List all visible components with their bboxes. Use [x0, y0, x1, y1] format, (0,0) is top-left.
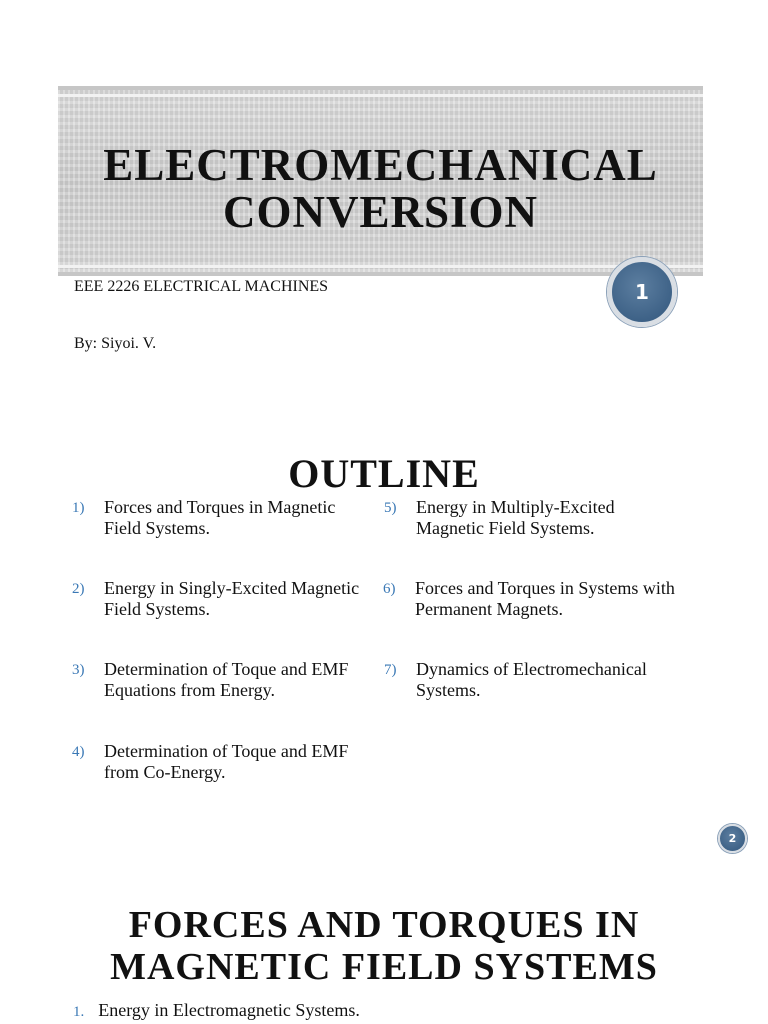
outline-item-text [415, 578, 715, 620]
outline-item-line: Field Systems. [104, 599, 211, 619]
outline-item-line: Determination of Toque and EMF [104, 659, 349, 679]
outline-item-number: 5) [384, 500, 397, 516]
author-byline: By: Siyoi. V. [74, 335, 157, 352]
outline-item-line: Equations from Energy. [104, 680, 275, 700]
presentation-title [58, 142, 703, 236]
outline-item-number: 6) [383, 581, 396, 597]
outline-item-text [104, 659, 384, 701]
outline-item-text [104, 741, 384, 783]
outline-item-line: Dynamics of Electromechanical [416, 659, 647, 679]
slide-number-badge: 2 [718, 824, 747, 853]
outline-item-text [104, 578, 384, 620]
outline-item-text [104, 497, 384, 539]
outline-item-line: Energy in Multiply-Excited [416, 497, 615, 517]
outline-item-line: Field Systems. [104, 518, 211, 538]
title-banner [58, 86, 703, 276]
outline-item-line: from Co-Energy. [104, 762, 226, 782]
outline-item-line: Determination of Toque and EMF [104, 741, 349, 761]
outline-item-number: 1) [72, 500, 85, 516]
slide-number-badge: 1 [607, 257, 677, 327]
title-line-1: ELECTROMECHANICAL [103, 140, 658, 190]
list-item-text: Energy in Electromagnetic Systems. [98, 1000, 360, 1020]
section-title-line-1: FORCES AND TORQUES IN [128, 904, 640, 946]
outline-item-line: Energy in Singly-Excited Magnetic [104, 578, 360, 598]
title-slide [0, 0, 768, 400]
section-title [0, 904, 768, 988]
section-title-line-2: MAGNETIC FIELD SYSTEMS [110, 946, 658, 988]
list-item [73, 1000, 360, 1021]
title-line-2: CONVERSION [222, 187, 539, 237]
outline-item-number: 3) [72, 662, 85, 678]
course-subtitle: EEE 2226 ELECTRICAL MACHINES [74, 278, 329, 295]
outline-item-text [416, 497, 696, 539]
outline-item-line: Forces and Torques in Systems with [415, 578, 675, 598]
outline-item-line: Magnetic Field Systems. [416, 518, 595, 538]
outline-item-number: 2) [72, 581, 85, 597]
outline-item-text [416, 659, 696, 701]
outline-item-line: Forces and Torques in Magnetic [104, 497, 336, 517]
outline-item-line: Permanent Magnets. [415, 599, 563, 619]
outline-item-number: 7) [384, 662, 397, 678]
list-item-number: 1. [73, 1004, 85, 1020]
outline-title: OUTLINE [288, 451, 480, 496]
outline-item-line: Systems. [416, 680, 481, 700]
outline-item-number: 4) [72, 744, 85, 760]
